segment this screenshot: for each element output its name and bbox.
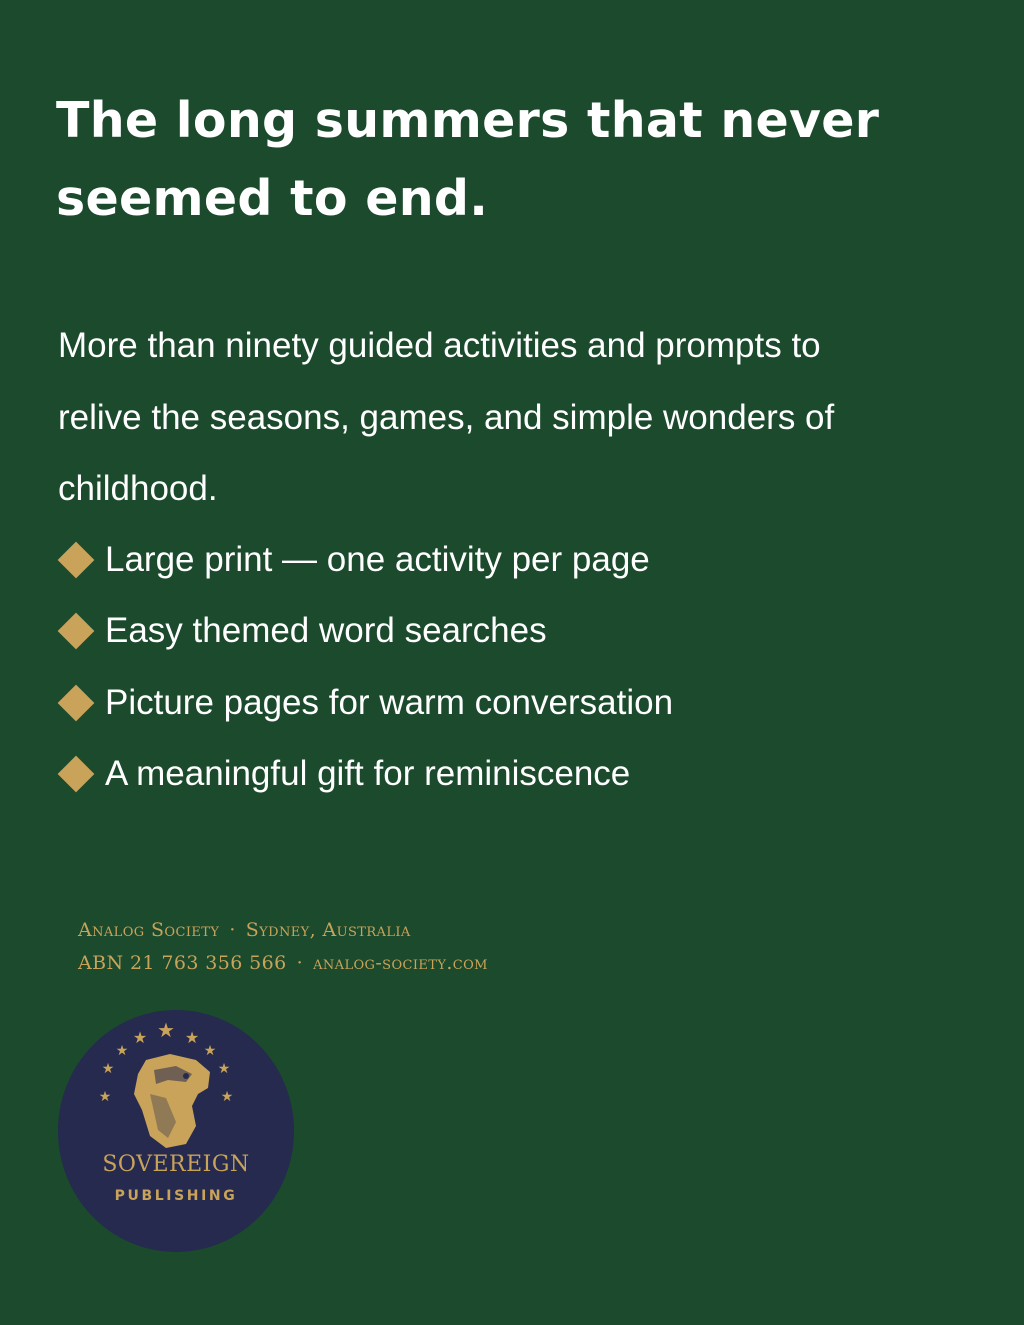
diamond-bullet-icon — [58, 541, 95, 578]
feature-text: A meaningful gift for reminiscence — [105, 754, 631, 794]
separator-dot: · — [296, 952, 304, 974]
publisher-line-2 — [78, 947, 488, 980]
logo-subtitle: PUBLISHING — [114, 1188, 238, 1204]
lion-emblem-icon — [58, 1010, 294, 1252]
sovereign-publishing-logo — [58, 1010, 294, 1252]
diamond-bullet-icon — [58, 684, 95, 721]
feature-text: Easy themed word searches — [105, 611, 547, 651]
svg-text:★: ★ — [220, 1089, 234, 1105]
svg-text:★: ★ — [132, 1028, 148, 1047]
publisher-abn: ABN 21 763 356 566 — [78, 952, 287, 974]
diamond-bullet-icon — [58, 613, 95, 650]
feature-item — [58, 667, 673, 739]
publisher-location: Sydney, Australia — [245, 919, 411, 941]
feature-item — [58, 524, 673, 596]
svg-text:★: ★ — [115, 1043, 129, 1059]
svg-text:★: ★ — [217, 1061, 231, 1077]
svg-text:★: ★ — [184, 1028, 200, 1047]
separator-dot: · — [229, 919, 236, 941]
logo-wordmark: SOVEREIGN — [102, 1152, 250, 1177]
svg-text:★: ★ — [101, 1061, 115, 1077]
feature-text: Picture pages for warm conversation — [105, 682, 674, 722]
feature-item — [58, 596, 673, 668]
headline: The long summers that never seemed to end. — [56, 92, 880, 227]
svg-text:★: ★ — [157, 1018, 175, 1042]
publisher-name: Analog Society — [78, 919, 220, 941]
publisher-website[interactable]: analog-society.com — [313, 952, 488, 974]
publisher-info — [78, 914, 488, 980]
lion-head-icon — [134, 1054, 210, 1148]
intro-paragraph: More than ninety guided activities and prompts to relive the seasons, games, and simple wonders of childhood. — [58, 326, 835, 508]
svg-text:★: ★ — [203, 1043, 217, 1059]
publisher-line-1 — [78, 914, 488, 947]
diamond-bullet-icon — [58, 756, 95, 793]
feature-item — [58, 739, 673, 811]
svg-text:★: ★ — [98, 1089, 112, 1105]
feature-list — [58, 524, 673, 810]
feature-text: Large print — one activity per page — [105, 539, 650, 579]
